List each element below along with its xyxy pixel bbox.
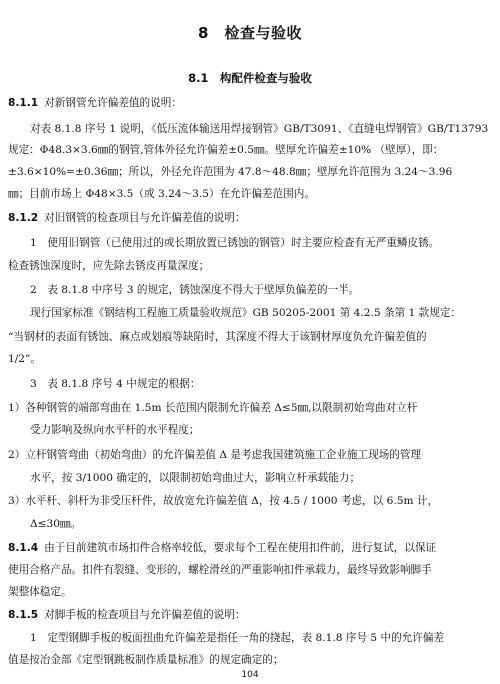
chapter-title: 8 检查与验收 bbox=[198, 24, 302, 42]
line-text: 2）立杆钢管弯曲（初始弯曲）的允许偏差值 Δ 是考虑我国建筑施工企业施工现场的管理 bbox=[8, 449, 422, 461]
line-text: 受力影响及纵向水平杆的水平程度； bbox=[30, 424, 200, 436]
line-text: 1 使用旧钢管（已使用过的或长期放置已锈蚀的钢管）时主要应检查有无严重鳞皮锈。 bbox=[30, 237, 440, 249]
text-line bbox=[8, 448, 492, 462]
clause-number: 8.1.5 bbox=[8, 609, 39, 621]
line-text: 架整体稳定。 bbox=[8, 586, 72, 598]
text-line bbox=[8, 165, 492, 179]
text-line bbox=[8, 259, 492, 273]
text-line bbox=[8, 187, 492, 201]
text-line bbox=[8, 494, 492, 508]
clause-number: 8.1.4 bbox=[8, 542, 39, 554]
line-text: 对旧钢管的检查项目与允许偏差值的说明： bbox=[44, 212, 246, 224]
line-text: “当钢材的表面有锈蚀、麻点或划痕等缺陷时，其深度不得大于该钢材厚度负允许偏差值的 bbox=[8, 331, 427, 343]
text-line bbox=[8, 96, 492, 110]
line-text: 1 定型钢脚手板的板面扭曲允许偏差是指任一角的挠起，表 8.1.8 序号 5 中的允许偏差 bbox=[30, 632, 445, 644]
line-text: ㎜；目前市场上 Φ48×3.5（或 3.24～3.5）在允许偏差范围内。 bbox=[8, 188, 315, 200]
text-line bbox=[8, 653, 492, 667]
text-line bbox=[8, 352, 492, 366]
line-text: 现行国家标准《钢结构工程施工质量验收规范》GB 50205-2001 第 4.2.5 条第 1 款规定： bbox=[30, 307, 462, 319]
line-text: 3 表 8.1.8 序号 4 中规定的根据： bbox=[30, 378, 201, 390]
text-line bbox=[8, 143, 492, 157]
line-text: 使用合格产品。扣件有裂缝、变形的，螺栓滑丝的严重影响扣件承载力，最终导致影响脚手 bbox=[8, 564, 432, 576]
line-text: 值是按冶金部《定型钢跳板制作质量标准》的规定确定的； bbox=[8, 654, 284, 666]
line-text: 3）水平杆、斜杆为非受压杆件，故放宽允许偏差值 Δ，按 4.5 / 1000 考虑，以 6.5m 计， bbox=[8, 495, 439, 507]
line-text: 水平，按 3/1000 确定的，以限制初始弯曲过大，影响立杆承载能力； bbox=[30, 472, 361, 484]
text-line bbox=[30, 631, 492, 645]
text-line bbox=[30, 517, 492, 531]
clause-number: 8.1.2 bbox=[8, 212, 39, 224]
text-line bbox=[8, 330, 492, 344]
line-text: 对新钢管允许偏差值的说明： bbox=[44, 97, 182, 109]
line-text: 对表 8.1.8 序号 1 说明，《低压流体输送用焊接钢管》GB/T3091、《直缝电焊钢管》GB/T13793 bbox=[30, 123, 489, 135]
line-text: 规定：Φ48.3×3.6㎜的钢管,管体外径允许偏差±0.5㎜。壁厚允许偏差±10% （壁厚），即： bbox=[8, 144, 444, 156]
line-text: 2 表 8.1.8 中序号 3 的规定，锈蚀深度不得大于壁厚负偏差的一半。 bbox=[30, 284, 360, 296]
text-line bbox=[30, 236, 492, 250]
text-line bbox=[30, 283, 492, 297]
text-line bbox=[8, 608, 492, 622]
line-text: ±3.6×10%=±0.36㎜；所以，外径允许范围为 47.8～48.8㎜；壁厚允许范围为 3.24～3.96 bbox=[8, 166, 453, 178]
line-text: 1）各种钢管的端部弯曲在 1.5m 长范围内限制允许偏差 Δ≤5㎜,以限制初始弯曲对立杆 bbox=[8, 402, 418, 414]
line-text: 检查锈蚀深度时，应先除去锈皮再量深度； bbox=[8, 260, 210, 272]
line-text: 对脚手板的检查项目与允许偏差值的说明： bbox=[44, 609, 246, 621]
clause-number: 8.1.1 bbox=[8, 97, 39, 109]
section-title: 8.1 构配件检查与验收 bbox=[188, 71, 312, 85]
text-line bbox=[30, 377, 492, 391]
line-text: 由于目前建筑市场扣件合格率较低，要求每个工程在使用扣件前，进行复试，以保证 bbox=[44, 542, 437, 554]
text-line bbox=[30, 423, 492, 437]
text-line bbox=[8, 585, 492, 599]
page-number: 104 bbox=[241, 670, 259, 680]
line-text: 1/2”。 bbox=[8, 353, 42, 365]
text-line bbox=[8, 541, 492, 555]
text-line bbox=[8, 401, 492, 415]
text-line bbox=[30, 306, 492, 320]
text-line bbox=[30, 122, 492, 136]
text-line bbox=[8, 211, 492, 225]
line-text: Δ≤30㎜。 bbox=[30, 518, 82, 530]
text-line bbox=[30, 471, 492, 485]
text-line bbox=[8, 563, 492, 577]
